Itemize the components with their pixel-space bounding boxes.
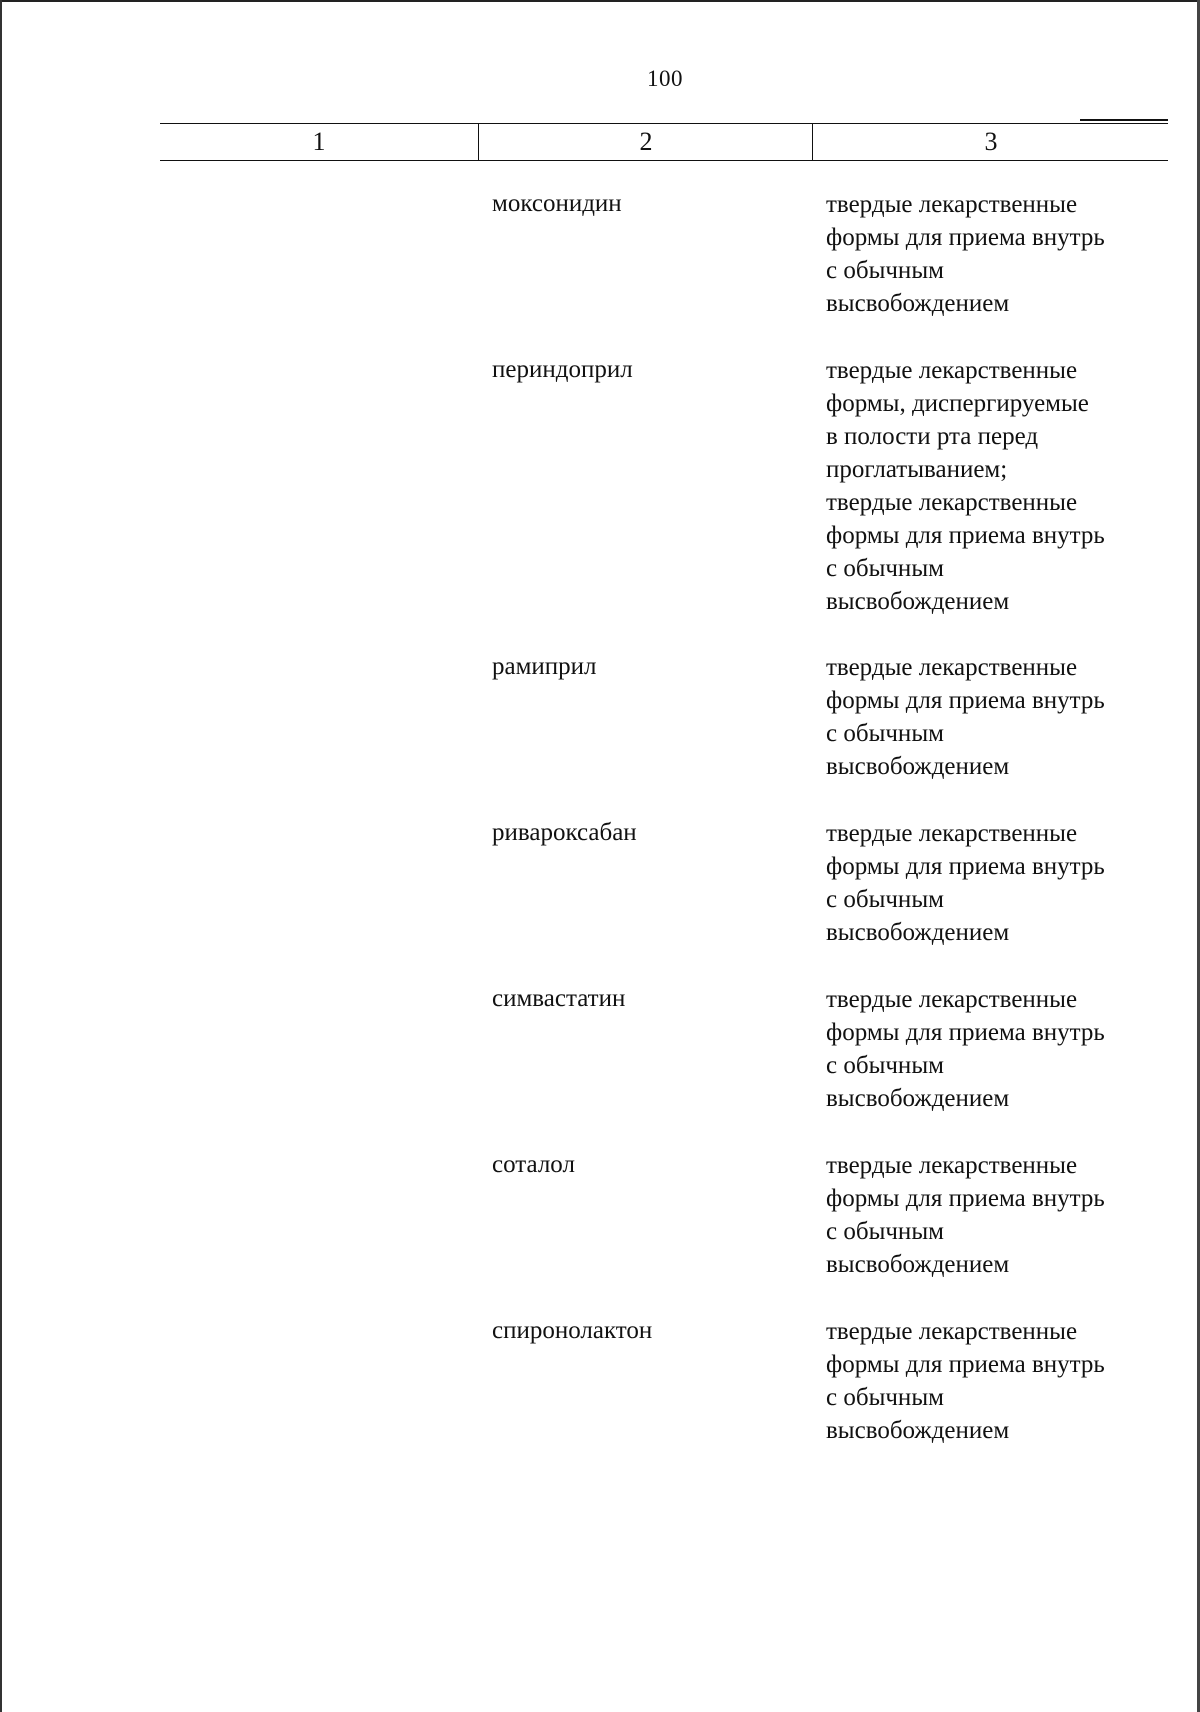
drug-name: моксонидин bbox=[492, 190, 622, 217]
table-row bbox=[0, 815, 1200, 981]
dosage-form-line: с обычным bbox=[826, 1218, 944, 1245]
table-row bbox=[0, 649, 1200, 815]
dosage-form-line: проглатыванием; bbox=[826, 456, 1008, 483]
dosage-form-line: с обычным bbox=[826, 1052, 944, 1079]
dosage-form-line: формы для приема внутрь bbox=[826, 853, 1105, 880]
header-column-1: 1 bbox=[312, 127, 326, 156]
dosage-form-line: твердые лекарственные bbox=[826, 191, 1078, 218]
table-row bbox=[0, 1147, 1200, 1313]
dosage-form-line: формы для приема внутрь bbox=[826, 522, 1105, 549]
dosage-form-line: с обычным bbox=[826, 886, 944, 913]
dosage-form-line: высвобождением bbox=[826, 919, 1010, 946]
dosage-form bbox=[826, 1149, 1166, 1281]
dosage-form bbox=[826, 983, 1166, 1115]
drug-name: рамиприл bbox=[492, 653, 597, 680]
header-rule-extension bbox=[1080, 119, 1168, 121]
dosage-form-line: твердые лекарственные bbox=[826, 489, 1078, 516]
dosage-form bbox=[826, 188, 1166, 320]
scan-border-top bbox=[0, 0, 1200, 2]
dosage-form-line: формы для приема внутрь bbox=[826, 1351, 1105, 1378]
page-number: 100 bbox=[647, 66, 683, 91]
dosage-form-line: твердые лекарственные bbox=[826, 357, 1078, 384]
dosage-form-line: формы для приема внутрь bbox=[826, 687, 1105, 714]
dosage-form bbox=[826, 354, 1166, 618]
dosage-form-line: формы для приема внутрь bbox=[826, 1019, 1105, 1046]
table-row bbox=[0, 1313, 1200, 1479]
dosage-form-line: высвобождением bbox=[826, 1251, 1010, 1278]
dosage-form-line: в полости рта перед bbox=[826, 423, 1039, 450]
table-row bbox=[0, 981, 1200, 1147]
dosage-form-line: твердые лекарственные bbox=[826, 654, 1078, 681]
dosage-form-line: с обычным bbox=[826, 257, 944, 284]
dosage-form-line: твердые лекарственные bbox=[826, 986, 1078, 1013]
dosage-form-line: с обычным bbox=[826, 555, 944, 582]
header-column-2: 2 bbox=[478, 124, 813, 160]
dosage-form-line: высвобождением bbox=[826, 1417, 1010, 1444]
dosage-form-line: формы для приема внутрь bbox=[826, 1185, 1105, 1212]
dosage-form bbox=[826, 817, 1166, 949]
drug-name: симвастатин bbox=[492, 985, 626, 1012]
dosage-form-line: высвобождением bbox=[826, 588, 1010, 615]
table-row bbox=[0, 352, 1200, 649]
drug-name: спиронолактон bbox=[492, 1317, 653, 1344]
table-body bbox=[0, 186, 1200, 1479]
dosage-form bbox=[826, 1315, 1166, 1447]
drug-name: соталол bbox=[492, 1151, 575, 1178]
header-column-3: 3 bbox=[812, 124, 1169, 160]
dosage-form-line: твердые лекарственные bbox=[826, 820, 1078, 847]
dosage-form bbox=[826, 651, 1166, 783]
dosage-form-line: высвобождением bbox=[826, 753, 1010, 780]
table-row bbox=[0, 186, 1200, 352]
drug-name: периндоприл bbox=[492, 356, 633, 383]
dosage-form-line: формы, диспергируемые bbox=[826, 390, 1089, 417]
dosage-form-line: твердые лекарственные bbox=[826, 1152, 1078, 1179]
drug-name: ривароксабан bbox=[492, 819, 637, 846]
table-header bbox=[160, 123, 1168, 161]
dosage-form-line: формы для приема внутрь bbox=[826, 224, 1105, 251]
dosage-form-line: с обычным bbox=[826, 1384, 944, 1411]
dosage-form-line: высвобождением bbox=[826, 290, 1010, 317]
dosage-form-line: твердые лекарственные bbox=[826, 1318, 1078, 1345]
dosage-form-line: с обычным bbox=[826, 720, 944, 747]
dosage-form-line: высвобождением bbox=[826, 1085, 1010, 1112]
